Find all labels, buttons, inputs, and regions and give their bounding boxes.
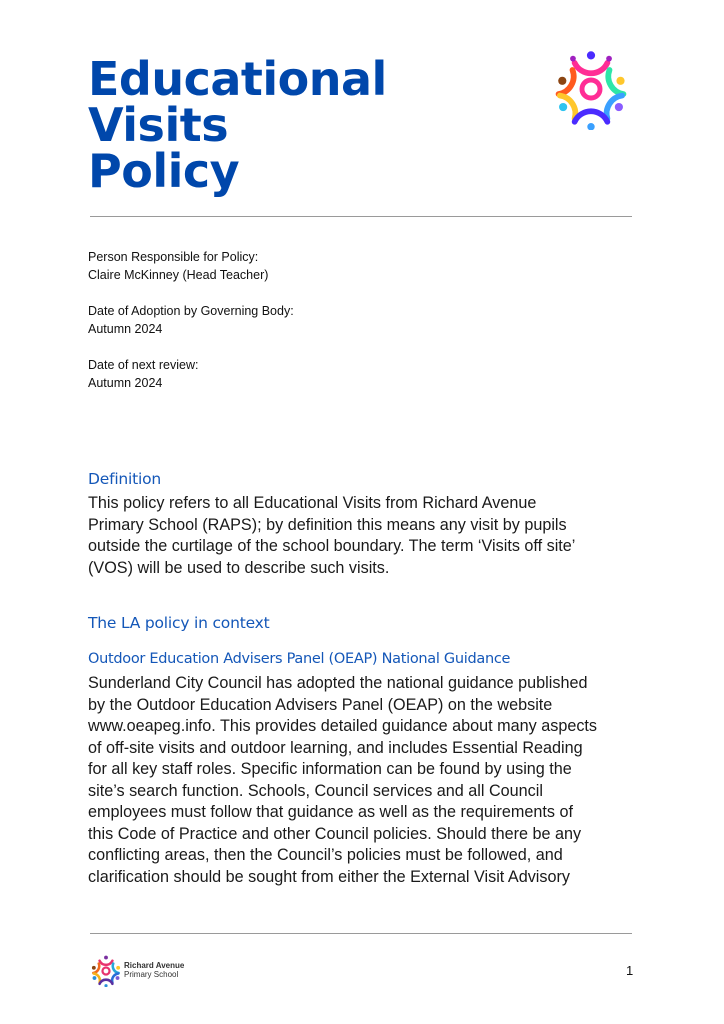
text-line: This policy refers to all Educational Visits from Richard Avenue: [88, 494, 537, 512]
text-line: by the Outdoor Education Advisers Panel (OEAP) on the website: [88, 695, 553, 714]
review-date-value: Autumn 2024: [88, 376, 163, 390]
school-logo-icon: [550, 48, 632, 130]
text-line: for all key staff roles. Specific information can be found by using the: [88, 760, 572, 778]
header-divider: [90, 216, 632, 217]
document-title: [88, 52, 387, 198]
text-line: clarification should be sought from either the External Visit Advisory: [88, 867, 570, 886]
oeap-paragraph: [88, 673, 648, 888]
review-date-label: Date of next review:: [88, 358, 199, 372]
text-line: outside the curtilage of the school boundary. The term ‘Visits off site’: [88, 537, 576, 555]
definition-paragraph: [88, 493, 648, 579]
title-line: Educational: [88, 52, 387, 106]
footer-school-name: [124, 962, 184, 979]
footer-divider: [90, 933, 632, 934]
school-name-line1: Richard Avenue: [124, 961, 185, 970]
text-line: employees must follow that guidance as well as the requirements of: [88, 803, 573, 821]
text-line: Primary School (RAPS); by definition this means any visit by pupils: [88, 515, 567, 534]
text-line: this Code of Practice and other Council policies. Should there be any: [88, 824, 582, 843]
person-responsible-label: Person Responsible for Policy:: [88, 250, 259, 264]
adoption-date-label: Date of Adoption by Governing Body:: [88, 304, 294, 318]
school-name-line2: Primary School: [124, 969, 179, 979]
text-line: www.oeapeg.info. This provides detailed guidance about many aspects: [88, 717, 598, 735]
title-line: Visits: [88, 98, 229, 152]
text-line: (VOS) will be used to describe such visits.: [88, 558, 390, 577]
policy-metadata: [88, 248, 294, 410]
page-number: 1: [626, 963, 634, 978]
definition-heading: Definition: [88, 470, 162, 488]
footer-school-logo-icon: [90, 955, 122, 987]
oeap-subheading: Outdoor Education Advisers Panel (OEAP) National Guidance: [88, 651, 511, 667]
text-line: conflicting areas, then the Council’s policies must be followed, and: [88, 846, 563, 864]
title-line: Policy: [88, 144, 240, 198]
text-line: site’s search function. Schools, Council services and all Council: [88, 781, 543, 800]
la-policy-heading: The LA policy in context: [88, 614, 270, 632]
text-line: of off-site visits and outdoor learning, and includes Essential Reading: [88, 738, 583, 757]
adoption-date-value: Autumn 2024: [88, 322, 163, 336]
text-line: Sunderland City Council has adopted the national guidance published: [88, 674, 588, 692]
person-responsible-value: Claire McKinney (Head Teacher): [88, 268, 269, 282]
